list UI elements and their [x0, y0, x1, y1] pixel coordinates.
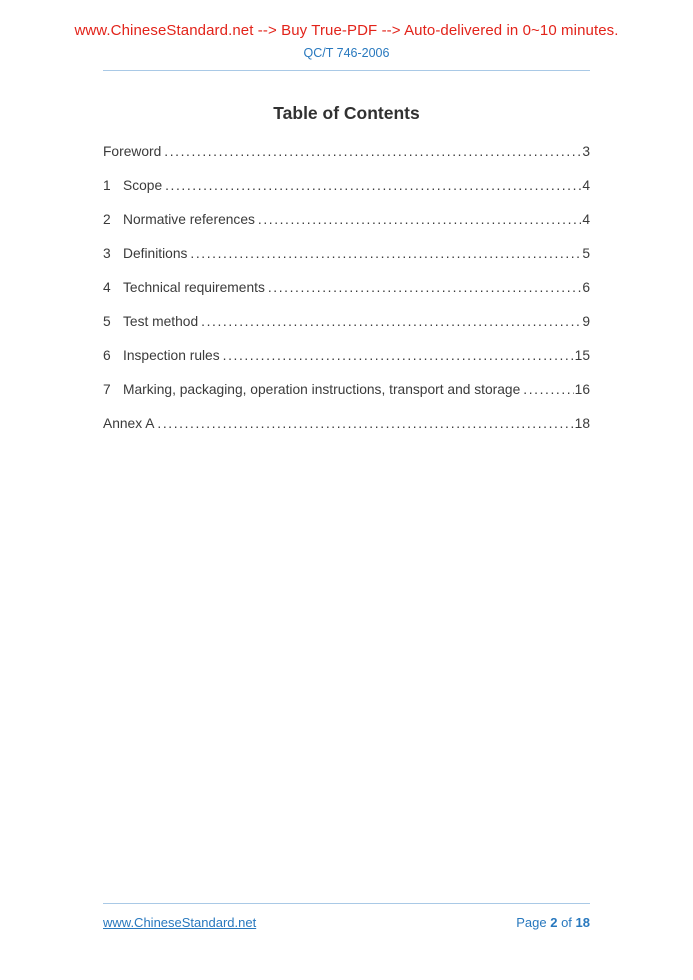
- promo-banner: www.ChineseStandard.net --> Buy True-PDF --> Auto-delivered in 0~10 minutes.: [74, 22, 619, 39]
- toc-entry-normative-references[interactable]: [103, 213, 590, 227]
- footer-site-link[interactable]: www.ChineseStandard.net: [103, 915, 257, 930]
- toc-dot-leader: [201, 315, 581, 329]
- toc-entry-technical-requirements[interactable]: [103, 281, 590, 295]
- toc-entry-label: Scope: [123, 178, 163, 193]
- toc-entry-foreword[interactable]: [103, 145, 590, 159]
- toc-entry-page: 4: [582, 178, 590, 193]
- toc-entry-label: Normative references: [123, 212, 255, 227]
- header-divider: [103, 70, 590, 71]
- toc-entry-number: 3: [103, 246, 111, 261]
- toc-entry-test-method[interactable]: [103, 315, 590, 329]
- page-footer: [103, 903, 590, 930]
- toc-entry-page: 6: [582, 280, 590, 295]
- toc-entry-number: 7: [103, 382, 111, 397]
- toc-entry-number: 6: [103, 348, 111, 363]
- toc-entry-number: 1: [103, 178, 111, 193]
- toc-entry-label: Test method: [123, 314, 199, 329]
- toc-entry-page: 15: [574, 348, 590, 363]
- toc-entry-annex-a[interactable]: [103, 417, 590, 431]
- toc-entry-number: 5: [103, 314, 111, 329]
- footer-row: [103, 915, 590, 930]
- page-title: Table of Contents: [273, 103, 420, 123]
- toc-entry-page: 3: [582, 144, 590, 159]
- toc-entry-label: Technical requirements: [123, 280, 265, 295]
- toc-dot-leader: [190, 247, 581, 261]
- toc-dot-leader: [258, 213, 581, 227]
- table-of-contents: [103, 145, 590, 431]
- toc-entry-definitions[interactable]: [103, 247, 590, 261]
- toc-dot-leader: [164, 145, 581, 159]
- standard-code: QC/T 746-2006: [303, 46, 390, 60]
- toc-entry-label: Inspection rules: [123, 348, 220, 363]
- toc-entry-label: Foreword: [103, 144, 162, 159]
- toc-entry-label: Marking, packaging, operation instructions, transport and storage: [123, 382, 521, 397]
- toc-entry-marking-packaging[interactable]: [103, 383, 590, 397]
- toc-entry-inspection-rules[interactable]: [103, 349, 590, 363]
- toc-entry-page: 4: [582, 212, 590, 227]
- page-indicator: [516, 915, 590, 930]
- toc-entry-page: 16: [574, 382, 590, 397]
- toc-entry-page: 18: [574, 416, 590, 431]
- page-total: 18: [575, 915, 590, 930]
- toc-entry-number: 4: [103, 280, 111, 295]
- toc-dot-leader: [157, 417, 573, 431]
- toc-dot-leader: [223, 349, 574, 363]
- page-of-label: of: [561, 915, 572, 930]
- toc-entry-page: 5: [582, 246, 590, 261]
- toc-dot-leader: [268, 281, 581, 295]
- page-label: Page: [516, 915, 547, 930]
- toc-entry-number: 2: [103, 212, 111, 227]
- toc-entry-scope[interactable]: [103, 179, 590, 193]
- toc-entry-label: Definitions: [123, 246, 188, 261]
- page-header: [0, 0, 693, 71]
- toc-dot-leader: [523, 383, 573, 397]
- footer-divider: [103, 903, 590, 904]
- toc-dot-leader: [165, 179, 581, 193]
- toc-entry-page: 9: [582, 314, 590, 329]
- toc-entry-label: Annex A: [103, 416, 155, 431]
- page-current: 2: [550, 915, 558, 930]
